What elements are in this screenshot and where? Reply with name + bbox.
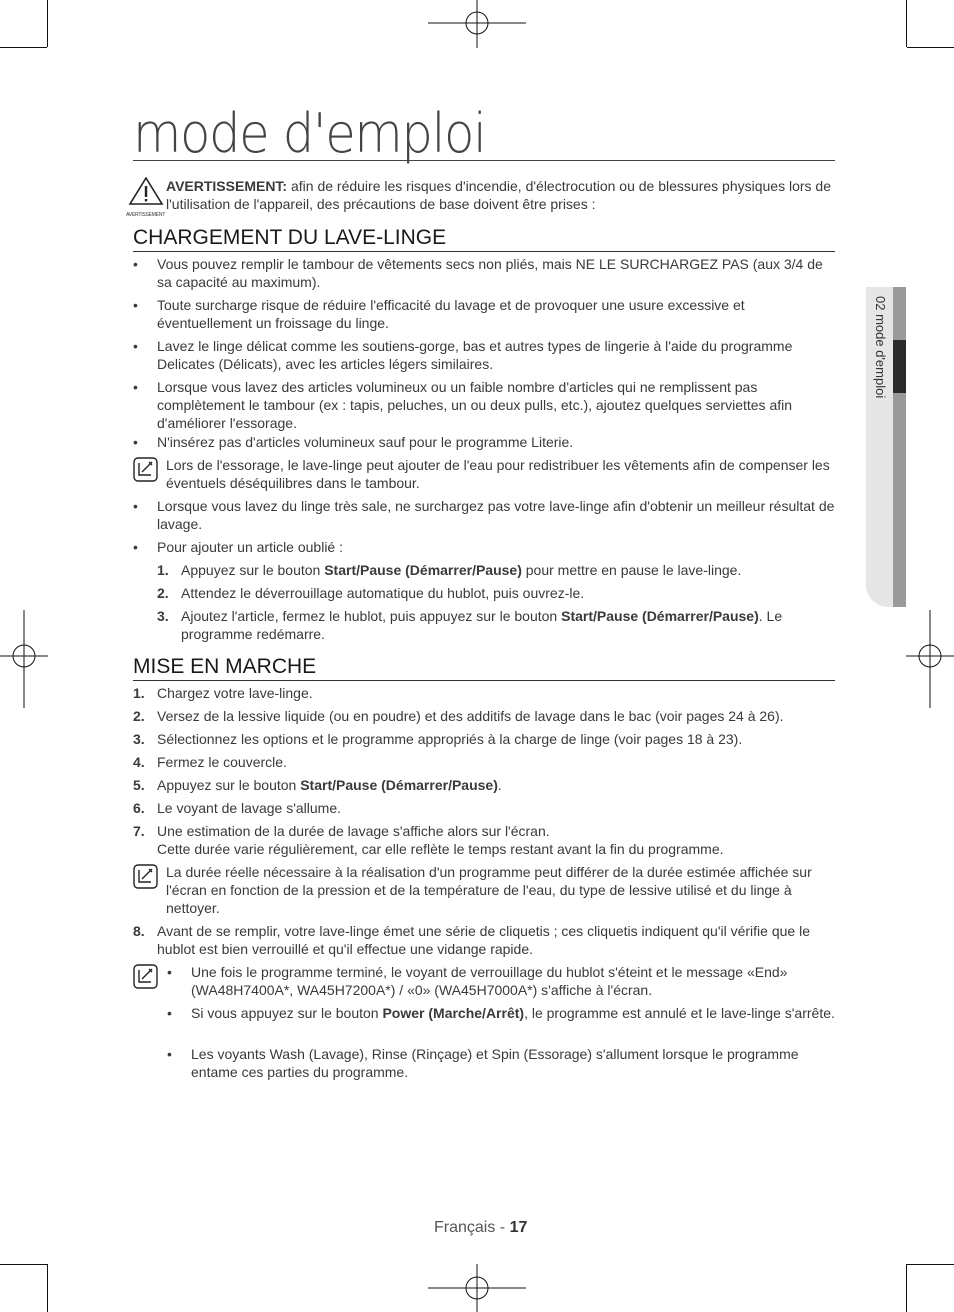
page-number: 17 [509,1219,528,1236]
crop-mark [47,1264,48,1312]
registration-mark [0,610,48,708]
step-item: 1. Appuyez sur le bouton Start/Pause (Démarrer/Pause) pour mettre en pause le lave-linge. [157,562,742,578]
registration-mark [906,610,954,708]
list-item: • Lorsque vous lavez des articles volumineux ou un faible nombre d'articles qui ne remplissent pas complètement le tambour (ex : tapis, peluches, un ou deux pulls, etc.), ajoutez quelques serviettes afin d'améliorer l'essorage. [133,379,793,431]
note-icon [133,457,158,482]
warning-label: AVERTISSEMENT: [166,178,288,194]
step-item: 5. Appuyez sur le bouton Start/Pause (Démarrer/Pause). [133,777,502,793]
section-heading-start: MISE EN MARCHE [133,655,835,681]
step-item: 3. Sélectionnez les options et le programme appropriés à la charge de linge (voir pages 18 à 23). [133,731,743,747]
list-item: • Lorsque vous lavez du linge très sale, ne surchargez pas votre lave-linge afin d'obtenir un meilleur résultat de lavage. [133,498,835,532]
crop-mark [907,47,954,48]
note-icon [133,964,158,989]
step-item: 7. Une estimation de la durée de lavage s'affiche alors sur l'écran. Cette durée varie régulièrement, car elle reflète le temps restant avant la fin du programme. [133,823,724,857]
list-item: • Une fois le programme terminé, le voyant de verrouillage du hublot s'éteint et le message «End» (WA48H7400A*, WA45H7200A*) / «0» (WA45H7000A*) s'affiche à l'écran. [167,964,788,998]
step-item: 8. Avant de se remplir, votre lave-linge émet une série de cliquetis ; ces cliquetis indiquent qu'il vérifie que le hublot est bien verrouillé et qu'il effectue une vidange rapide. [133,923,810,957]
chapter-tab-marker [893,340,906,393]
list-item: • Vous pouvez remplir le tambour de vêtements secs non pliés, mais NE LE SURCHARGEZ PAS (aux 3/4 de sa capacité au maximum). [133,256,823,290]
step-item: 1. Chargez votre lave-linge. [133,685,313,701]
warning-block [126,177,836,218]
crop-mark [0,1264,47,1265]
list-item: • Pour ajouter un article oublié : [133,539,343,555]
step-item: 3. Ajoutez l'article, fermez le hublot, puis appuyez sur le bouton Start/Pause (Démarrer/Pause). Le programme redémarre. [157,608,783,642]
registration-mark [428,0,526,48]
step-item: 2. Versez de la lessive liquide (ou en poudre) et des additifs de lavage dans le bac (voir pages 24 à 26). [133,708,784,724]
page-footer: Français - 17 [434,1219,528,1236]
list-item: • Les voyants Wash (Lavage), Rinse (Rinçage) et Spin (Essorage) s'allument lorsque le programme entame ces parties du programme. [167,1046,799,1080]
step-item: 2. Attendez le déverrouillage automatique du hublot, puis ouvrez-le. [157,585,585,601]
warning-icon-caption: AVERTISSEMENT [126,212,166,218]
step-item: 6. Le voyant de lavage s'allume. [133,800,342,816]
note-block: La durée réelle nécessaire à la réalisation d'un programme peut différer de la durée estimée affichée sur l'écran en fonction de la pression et de la température de l'eau, du type de lessive utilisé et du linge à nettoyer. [133,863,835,917]
warning-text: AVERTISSEMENT: afin de réduire les risques d'incendie, d'électrocution ou de blessures physiques lors de l'utilisation de l'appareil, des précautions de base doivent être prises : [166,178,831,212]
warning-icon [126,177,166,218]
section-heading-loading: CHARGEMENT DU LAVE-LINGE [133,226,835,252]
crop-mark [0,47,47,48]
chapter-tab-bar [893,287,906,607]
list-item: • Si vous appuyez sur le bouton Power (Marche/Arrêt), le programme est annulé et le lave-linge s'arrête. [167,1005,835,1021]
crop-mark [906,1264,907,1312]
note-block: Lors de l'essorage, le lave-linge peut ajouter de l'eau pour redistribuer les vêtements afin de compenser les éventuels déséquilibres dans le tambour. [133,456,835,492]
list-item: • Lavez le linge délicat comme les soutiens-gorge, bas et autres types de lingerie à l'aide du programme Delicates (Délicats), avec les articles légers similaires. [133,338,793,372]
step-item: 4. Fermez le couvercle. [133,754,287,770]
page-title: mode d'emploi [133,108,835,161]
list-item: • Toute surcharge risque de réduire l'efficacité du lavage et de provoquer une usure excessive et éventuellement un froissage du linge. [133,297,745,331]
chapter-tab-label: 02 mode d'emploi [873,296,888,399]
note-icon [133,864,158,889]
crop-mark [906,0,907,47]
crop-mark [907,1264,954,1265]
crop-mark [47,0,48,47]
list-item: • N'insérez pas d'articles volumineux sauf pour le programme Literie. [133,434,574,450]
registration-mark [428,1264,526,1312]
